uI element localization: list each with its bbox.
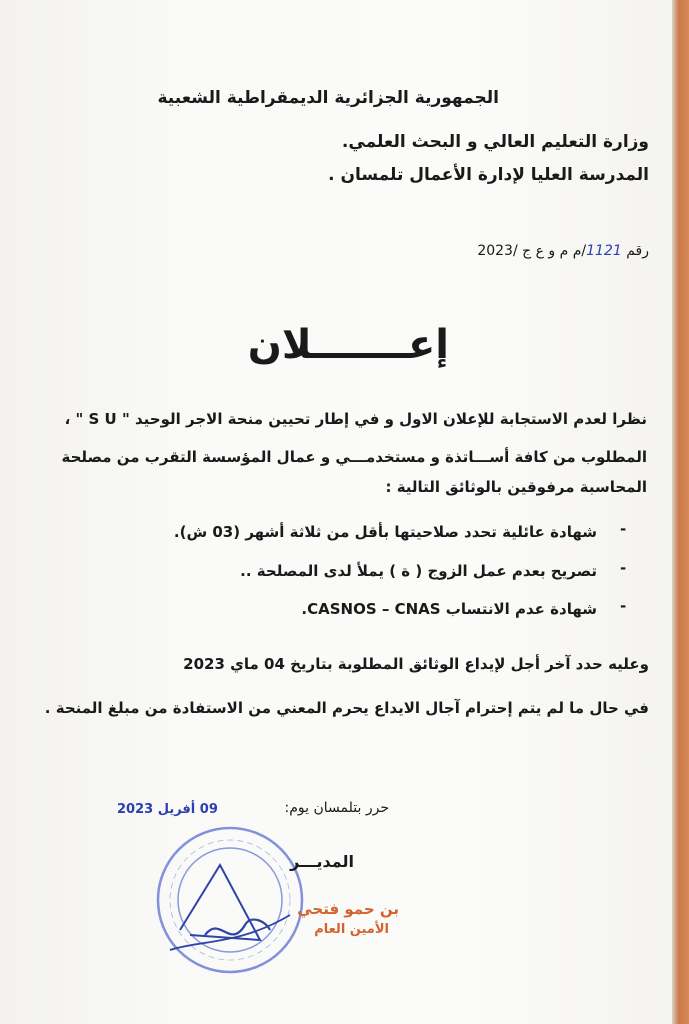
document-item: تصريح بعدم عمل الزوج ( ة ) يملأ لدى المصلحة ..: [240, 562, 597, 580]
warning-line: في حال ما لم يتم إحترام آجال الايداع يحرم المعني من الاستفادة من مبلغ المنحة .: [44, 699, 649, 717]
header-republic: الجمهورية الجزائرية الديمقراطية الشعبية: [157, 88, 499, 108]
reference-handwritten-number: 1121: [586, 243, 622, 259]
body-line-1: نظرا لعدم الاستجابة للإعلان الاول و في إطار تحيين منحة الاجر الوحيد " S U " ،: [64, 410, 647, 428]
reference-suffix: /م م و ع ج /2023: [477, 243, 587, 259]
document-item: شهادة عائلية تحدد صلاحيتها بأقل من ثلاثة أشهر (03 ش).: [173, 523, 597, 541]
reference-label: رقم: [626, 243, 649, 259]
list-bullet: -: [620, 597, 627, 615]
list-bullet: -: [620, 520, 627, 538]
reference-number: [477, 243, 649, 259]
signatory-position: الأمين العام: [314, 922, 389, 937]
header-ministry: وزارة التعليم العالي و البحث العلمي.: [341, 132, 649, 152]
official-stamp: [150, 820, 310, 980]
director-title: [290, 852, 354, 871]
body-line-3: المحاسبة مرفوقين بالوثائق التالية :: [385, 478, 647, 496]
signoff-written-at: حرر بتلمسان يوم:: [284, 800, 389, 816]
signatory-name: بن حمو فتحي: [297, 900, 399, 918]
header-school: المدرسة العليا لإدارة الأعمال تلمسان .: [328, 165, 649, 185]
page-edge-background: [672, 0, 689, 1024]
deadline-line: وعليه حدد آخر أجل لإيداع الوثائق المطلوبة بتاريخ 04 ماي 2023: [183, 655, 649, 673]
body-line-2: المطلوب من كافة أســـاتذة و مستخدمـــي و عمال المؤسسة التقرب من مصلحة: [61, 448, 647, 466]
director-label: المديـــر: [290, 852, 354, 871]
list-bullet: -: [620, 559, 627, 577]
announcement-title: إعـــــــلان: [247, 322, 449, 368]
stamp-date: 09 أفريل 2023: [117, 802, 218, 817]
document-item: شهادة عدم الانتساب CASNOS – CNAS.: [301, 600, 597, 618]
